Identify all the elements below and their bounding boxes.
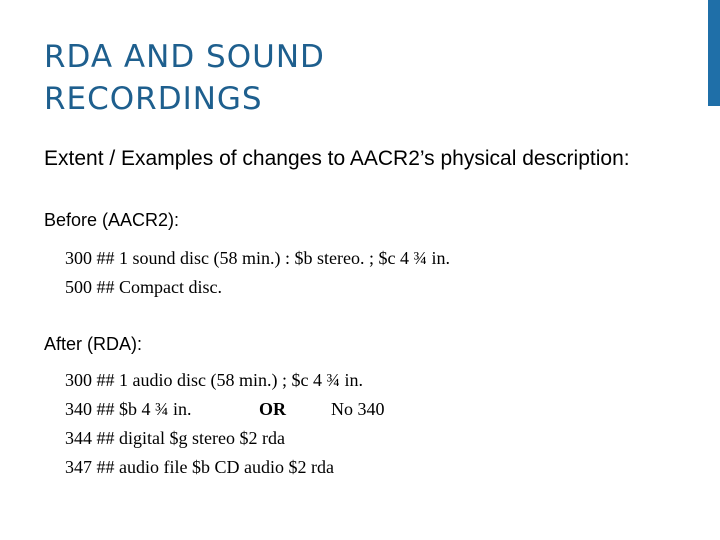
after-line-347: 347 ## audio file $b CD audio $2 rda <box>65 457 334 477</box>
accent-bar <box>708 0 720 106</box>
slide-title-line-2: RECORDINGS <box>44 81 263 117</box>
no-340-note: No 340 <box>331 399 385 419</box>
after-line-300: 300 ## 1 audio disc (58 min.) ; $c 4 ¾ in. <box>65 370 363 390</box>
after-line-344: 344 ## digital $g stereo $2 rda <box>65 428 285 448</box>
after-label: After (RDA): <box>44 334 143 354</box>
before-label: Before (AACR2): <box>44 210 180 230</box>
or-separator: OR <box>259 399 286 419</box>
before-line-500: 500 ## Compact disc. <box>65 277 222 297</box>
slide-title <box>44 36 684 120</box>
before-line-300: 300 ## 1 sound disc (58 min.) : $b stereo. ; $c 4 ¾ in. <box>65 248 450 268</box>
slide-title-line-1: RDA AND SOUND <box>44 39 325 75</box>
slide-subtitle: Extent / Examples of changes to AACR2’s physical description: <box>44 147 630 170</box>
after-line-340: 340 ## $b 4 ¾ in. <box>65 399 192 419</box>
